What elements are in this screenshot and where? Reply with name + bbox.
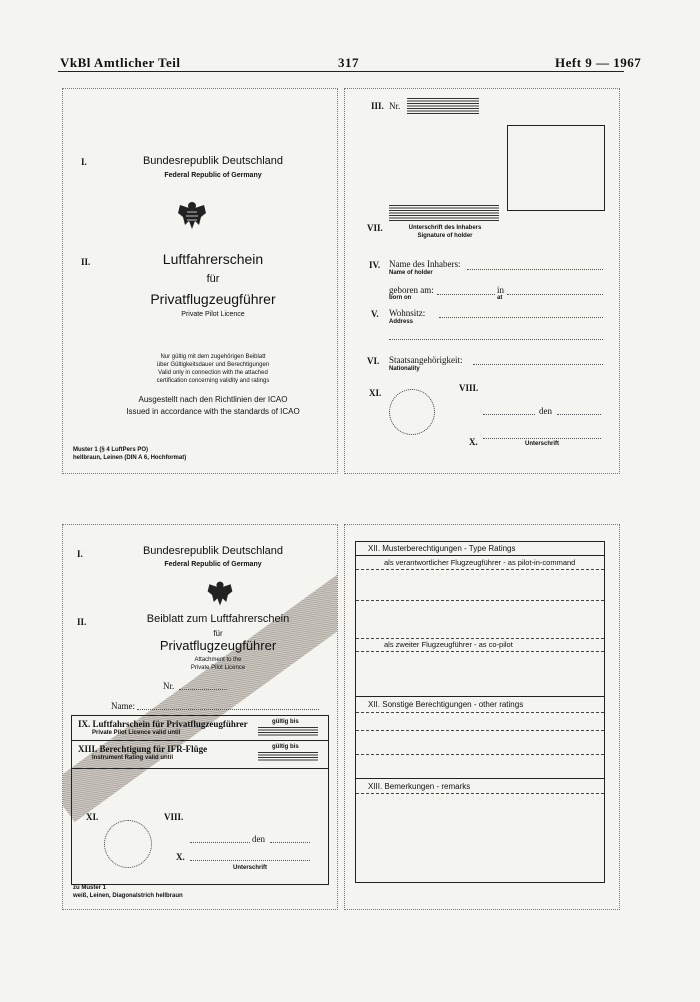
born-place-field[interactable] <box>507 294 603 295</box>
section-num-xi: XI. <box>86 812 99 822</box>
born-label: geboren am: <box>389 285 434 295</box>
section-num-xi: XI. <box>369 388 382 398</box>
attachment-footer-1: zu Muster 1 <box>73 885 107 891</box>
place-field[interactable] <box>483 414 535 415</box>
valid-until-field-1 <box>258 727 318 737</box>
attachment-place-field[interactable] <box>190 842 250 843</box>
other-line-2[interactable] <box>356 730 604 731</box>
nationality-label-en: Nationality <box>389 366 420 372</box>
country-en: Federal Republic of Germany <box>164 172 262 179</box>
born-date-field[interactable] <box>437 294 495 295</box>
attachment-en-1: Attachment to the <box>194 657 242 663</box>
attachment-country-de: Bundesrepublik Deutschland <box>142 545 284 557</box>
address-label: Wohnsitz: <box>389 308 426 318</box>
unterschrift-label: Unterschrift <box>524 441 559 447</box>
section-num-i: I. <box>81 157 87 167</box>
address-field-2[interactable] <box>389 339 603 340</box>
name-label-en: Name of holder <box>389 270 433 276</box>
section-num-v: V. <box>371 309 379 319</box>
validity-box <box>71 715 329 885</box>
pic-label: als verantwortlicher Flugzeugführer - as pilot-in-command <box>384 558 576 567</box>
section-num-viii: VIII. <box>459 383 479 393</box>
note-line-2: über Gültigkeitsdauer und Berechtigungen <box>156 362 270 368</box>
attachment-name-label: Name: <box>111 701 135 711</box>
note-line-1: Nur gültig mit dem zugehörigen Beiblatt <box>160 354 266 360</box>
journal-title: VkBl Amtlicher Teil <box>60 55 181 70</box>
ix-label-en: Private Pilot Licence valid until <box>92 730 181 736</box>
address-field-1[interactable] <box>439 317 603 318</box>
section-num-x: X. <box>469 437 478 447</box>
ratings-box <box>355 541 605 883</box>
issue-label: Heft 9 — 1967 <box>555 55 642 70</box>
type-ratings-divider <box>356 555 604 556</box>
signature-label-de: Unterschrift des Inhabers <box>408 225 482 231</box>
page-number: 317 <box>338 55 359 70</box>
licence-front-panel <box>62 88 338 474</box>
issued-de: Ausgestellt nach den Richtlinien der ICAO <box>138 395 288 404</box>
attachment-nr-field[interactable] <box>179 689 227 690</box>
other-line-3[interactable] <box>356 754 604 755</box>
attachment-panel <box>62 524 338 910</box>
nationality-field[interactable] <box>473 364 603 365</box>
name-label: Name des Inhabers: <box>389 259 461 269</box>
remarks-title: XIII. Bemerkungen - remarks <box>368 782 471 791</box>
remarks-divider <box>356 778 604 779</box>
header-rule <box>58 71 624 72</box>
xiii-label: XIII. Berechtigung für IFR-Flüge <box>78 744 208 754</box>
address-label-en: Address <box>389 319 414 325</box>
attachment-title: Beiblatt zum Luftfahrerschein <box>146 613 290 625</box>
signature-label-en: Signature of holder <box>417 233 473 239</box>
issued-en: Issued in accordance with the standards of ICAO <box>126 407 300 416</box>
name-field[interactable] <box>467 269 603 270</box>
holder-data-panel <box>344 88 620 474</box>
validity-divider-2 <box>72 768 328 769</box>
eagle-emblem-icon <box>205 579 235 609</box>
validity-divider <box>72 740 328 741</box>
other-line-1[interactable] <box>356 712 604 713</box>
attachment-nr-label: Nr. <box>163 681 175 691</box>
pic-underline <box>356 569 604 570</box>
date-field[interactable] <box>557 414 601 415</box>
born-at-label: at <box>497 295 503 301</box>
type-ratings-title: XII. Musterberechtigungen - Type Ratings <box>368 544 516 553</box>
valid-until-1: gültig bis <box>272 719 299 725</box>
section-num-vi: VI. <box>367 356 380 366</box>
attachment-title-2: Privatflugzeugführer <box>159 638 277 653</box>
licence-title: Luftfahrerschein <box>162 251 264 267</box>
born-label-en: born on <box>389 295 412 301</box>
number-label: Nr. <box>389 101 401 111</box>
note-line-3: Valid only in connection with the attached <box>158 370 268 376</box>
attachment-country-en: Federal Republic of Germany <box>164 561 262 568</box>
signature-line[interactable] <box>483 438 601 439</box>
section-num-ii: II. <box>77 617 87 627</box>
licence-title-en: Private Pilot Licence <box>181 311 245 318</box>
attachment-seal-circle <box>104 820 152 868</box>
section-num-ii: II. <box>81 257 91 267</box>
section-num-iii: III. <box>371 101 384 111</box>
section-num-vii: VII. <box>367 223 383 233</box>
country-de: Bundesrepublik Deutschland <box>142 155 284 167</box>
valid-until-2: gültig bis <box>272 744 299 750</box>
attachment-den-label: den <box>252 834 265 844</box>
other-ratings-divider <box>356 696 604 697</box>
attachment-unterschrift-label: Unterschrift <box>232 865 267 871</box>
number-field <box>407 98 479 114</box>
attachment-signature-line[interactable] <box>190 860 310 861</box>
signature-field <box>389 205 499 221</box>
muster-line-1: Muster 1 (§ 4 LuftPers PO) <box>73 447 149 453</box>
ratings-panel <box>344 524 620 910</box>
section-num-viii: VIII. <box>164 812 184 822</box>
attachment-fuer: für <box>213 629 223 638</box>
section-num-i: I. <box>77 549 83 559</box>
ix-label: IX. Luftfahrschein für Privatflugzeugführer <box>78 719 248 729</box>
pic-line-1[interactable] <box>356 600 604 601</box>
note-line-4: certification concerning validity and ratings <box>156 378 270 384</box>
nationality-label: Staatsangehörigkeit: <box>389 355 463 365</box>
remarks-line-1[interactable] <box>356 793 604 794</box>
date-den-label: den <box>539 406 552 416</box>
attachment-date-field[interactable] <box>270 842 310 843</box>
copilot-label: als zweiter Flugzeugführer - as co-pilot <box>384 640 513 649</box>
copilot-underline <box>356 651 604 652</box>
section-num-iv: IV. <box>369 260 381 270</box>
attachment-en-2: Private Pilot Licence <box>190 665 246 671</box>
photo-box <box>507 125 605 211</box>
pic-line-2[interactable] <box>356 638 604 639</box>
licence-title-2: Privatflugzeugführer <box>150 291 276 307</box>
licence-fuer: für <box>206 273 220 285</box>
seal-circle <box>389 389 435 435</box>
eagle-emblem-icon <box>175 199 209 233</box>
muster-line-2: hellbraun, Leinen (DIN A 6, Hochformat) <box>73 455 187 461</box>
other-ratings-title: XII. Sonstige Berechtigungen - other ratings <box>368 700 524 709</box>
born-in-label: in <box>497 285 505 295</box>
attachment-footer-2: weiß, Leinen, Diagonalstrich hellbraun <box>73 893 183 899</box>
valid-until-field-2 <box>258 752 318 762</box>
attachment-name-field[interactable] <box>137 709 319 710</box>
section-num-x: X. <box>176 852 185 862</box>
xiii-label-en: Instrument Rating valid until <box>92 755 174 761</box>
